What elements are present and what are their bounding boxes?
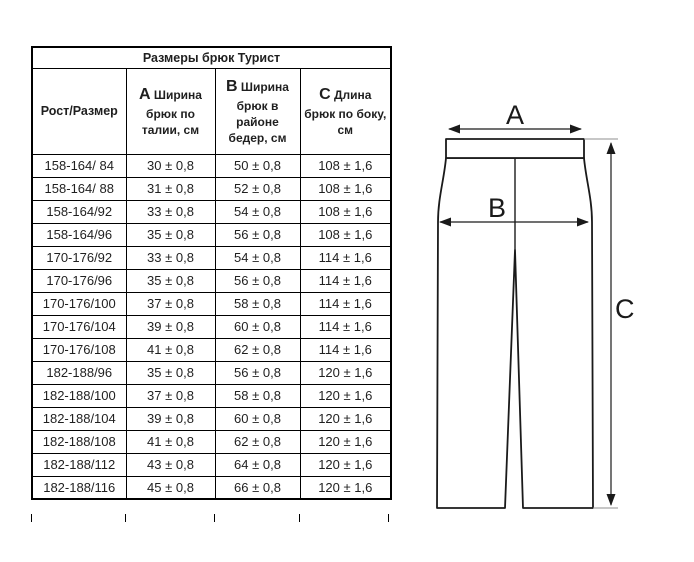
length-cell: 114 ± 1,6 <box>300 292 391 315</box>
column-header-hip <box>215 68 300 154</box>
size-table-body <box>32 154 391 499</box>
pants-diagram <box>425 95 685 535</box>
hip-cell: 56 ± 0,8 <box>215 361 300 384</box>
hip-cell: 50 ± 0,8 <box>215 154 300 177</box>
hip-cell: 56 ± 0,8 <box>215 223 300 246</box>
column-label-hip: Ширина брюк в районе бедер, см <box>228 79 289 145</box>
size-cell: 170-176/96 <box>32 269 126 292</box>
size-cell: 182-188/104 <box>32 407 126 430</box>
hip-cell: 52 ± 0,8 <box>215 177 300 200</box>
table-row <box>32 476 391 499</box>
clipped-border-line <box>125 514 126 522</box>
waist-cell: 45 ± 0,8 <box>126 476 215 499</box>
size-cell: 170-176/100 <box>32 292 126 315</box>
length-cell: 108 ± 1,6 <box>300 223 391 246</box>
table-row <box>32 315 391 338</box>
length-cell: 120 ± 1,6 <box>300 476 391 499</box>
waist-cell: 30 ± 0,8 <box>126 154 215 177</box>
table-title: Размеры брюк Турист <box>32 47 391 68</box>
column-label-length: Длина брюк по боку, см <box>304 88 387 137</box>
hip-cell: 60 ± 0,8 <box>215 407 300 430</box>
clipped-border-line <box>388 514 389 522</box>
waist-cell: 41 ± 0,8 <box>126 430 215 453</box>
clipped-border-line <box>31 514 32 522</box>
length-cell: 114 ± 1,6 <box>300 338 391 361</box>
hip-cell: 58 ± 0,8 <box>215 384 300 407</box>
clipped-border-line <box>299 514 300 522</box>
hip-cell: 56 ± 0,8 <box>215 269 300 292</box>
table-row <box>32 430 391 453</box>
size-cell: 158-164/ 84 <box>32 154 126 177</box>
waist-cell: 35 ± 0,8 <box>126 223 215 246</box>
size-cell: 182-188/108 <box>32 430 126 453</box>
dimension-label-c: C <box>615 294 635 324</box>
length-cell: 120 ± 1,6 <box>300 384 391 407</box>
table-row <box>32 384 391 407</box>
column-header-size: Рост/Размер <box>32 68 126 154</box>
size-cell: 170-176/104 <box>32 315 126 338</box>
length-cell: 120 ± 1,6 <box>300 430 391 453</box>
table-row <box>32 269 391 292</box>
column-letter-c: C <box>319 86 331 104</box>
size-cell: 182-188/96 <box>32 361 126 384</box>
hip-cell: 66 ± 0,8 <box>215 476 300 499</box>
table-row <box>32 407 391 430</box>
table-row <box>32 200 391 223</box>
table-row <box>32 292 391 315</box>
dimension-label-a: A <box>505 100 525 130</box>
waist-cell: 43 ± 0,8 <box>126 453 215 476</box>
column-header-length <box>300 68 391 154</box>
size-cell: 182-188/100 <box>32 384 126 407</box>
table-row <box>32 338 391 361</box>
clipped-border-line <box>214 514 215 522</box>
column-letter-a: A <box>139 86 151 104</box>
waist-cell: 39 ± 0,8 <box>126 315 215 338</box>
table-row <box>32 154 391 177</box>
size-cell: 170-176/92 <box>32 246 126 269</box>
length-cell: 108 ± 1,6 <box>300 154 391 177</box>
dimension-label-b: B <box>487 193 507 223</box>
length-cell: 114 ± 1,6 <box>300 315 391 338</box>
waist-cell: 37 ± 0,8 <box>126 384 215 407</box>
size-cell: 158-164/96 <box>32 223 126 246</box>
table-row <box>32 223 391 246</box>
table-row <box>32 246 391 269</box>
table-row <box>32 177 391 200</box>
waist-cell: 33 ± 0,8 <box>126 246 215 269</box>
hip-cell: 62 ± 0,8 <box>215 338 300 361</box>
hip-cell: 64 ± 0,8 <box>215 453 300 476</box>
waist-cell: 33 ± 0,8 <box>126 200 215 223</box>
size-cell: 158-164/ 88 <box>32 177 126 200</box>
table-row <box>32 361 391 384</box>
waist-cell: 31 ± 0,8 <box>126 177 215 200</box>
length-cell: 108 ± 1,6 <box>300 177 391 200</box>
length-cell: 108 ± 1,6 <box>300 200 391 223</box>
length-cell: 120 ± 1,6 <box>300 361 391 384</box>
waist-cell: 35 ± 0,8 <box>126 269 215 292</box>
size-cell: 170-176/108 <box>32 338 126 361</box>
size-cell: 182-188/116 <box>32 476 126 499</box>
pants-waistband <box>446 139 584 158</box>
waist-cell: 39 ± 0,8 <box>126 407 215 430</box>
hip-cell: 60 ± 0,8 <box>215 315 300 338</box>
column-label-waist: Ширина брюк по талии, см <box>141 88 202 137</box>
hip-cell: 62 ± 0,8 <box>215 430 300 453</box>
waist-cell: 41 ± 0,8 <box>126 338 215 361</box>
waist-cell: 37 ± 0,8 <box>126 292 215 315</box>
size-table <box>31 46 392 500</box>
length-cell: 114 ± 1,6 <box>300 269 391 292</box>
table-header-row <box>32 68 391 154</box>
length-cell: 120 ± 1,6 <box>300 407 391 430</box>
table-row <box>32 453 391 476</box>
waist-cell: 35 ± 0,8 <box>126 361 215 384</box>
hip-cell: 58 ± 0,8 <box>215 292 300 315</box>
hip-cell: 54 ± 0,8 <box>215 200 300 223</box>
column-header-waist <box>126 68 215 154</box>
size-cell: 182-188/112 <box>32 453 126 476</box>
length-cell: 114 ± 1,6 <box>300 246 391 269</box>
length-cell: 120 ± 1,6 <box>300 453 391 476</box>
column-letter-b: B <box>226 77 238 95</box>
hip-cell: 54 ± 0,8 <box>215 246 300 269</box>
size-cell: 158-164/92 <box>32 200 126 223</box>
table-title-row <box>32 47 391 68</box>
